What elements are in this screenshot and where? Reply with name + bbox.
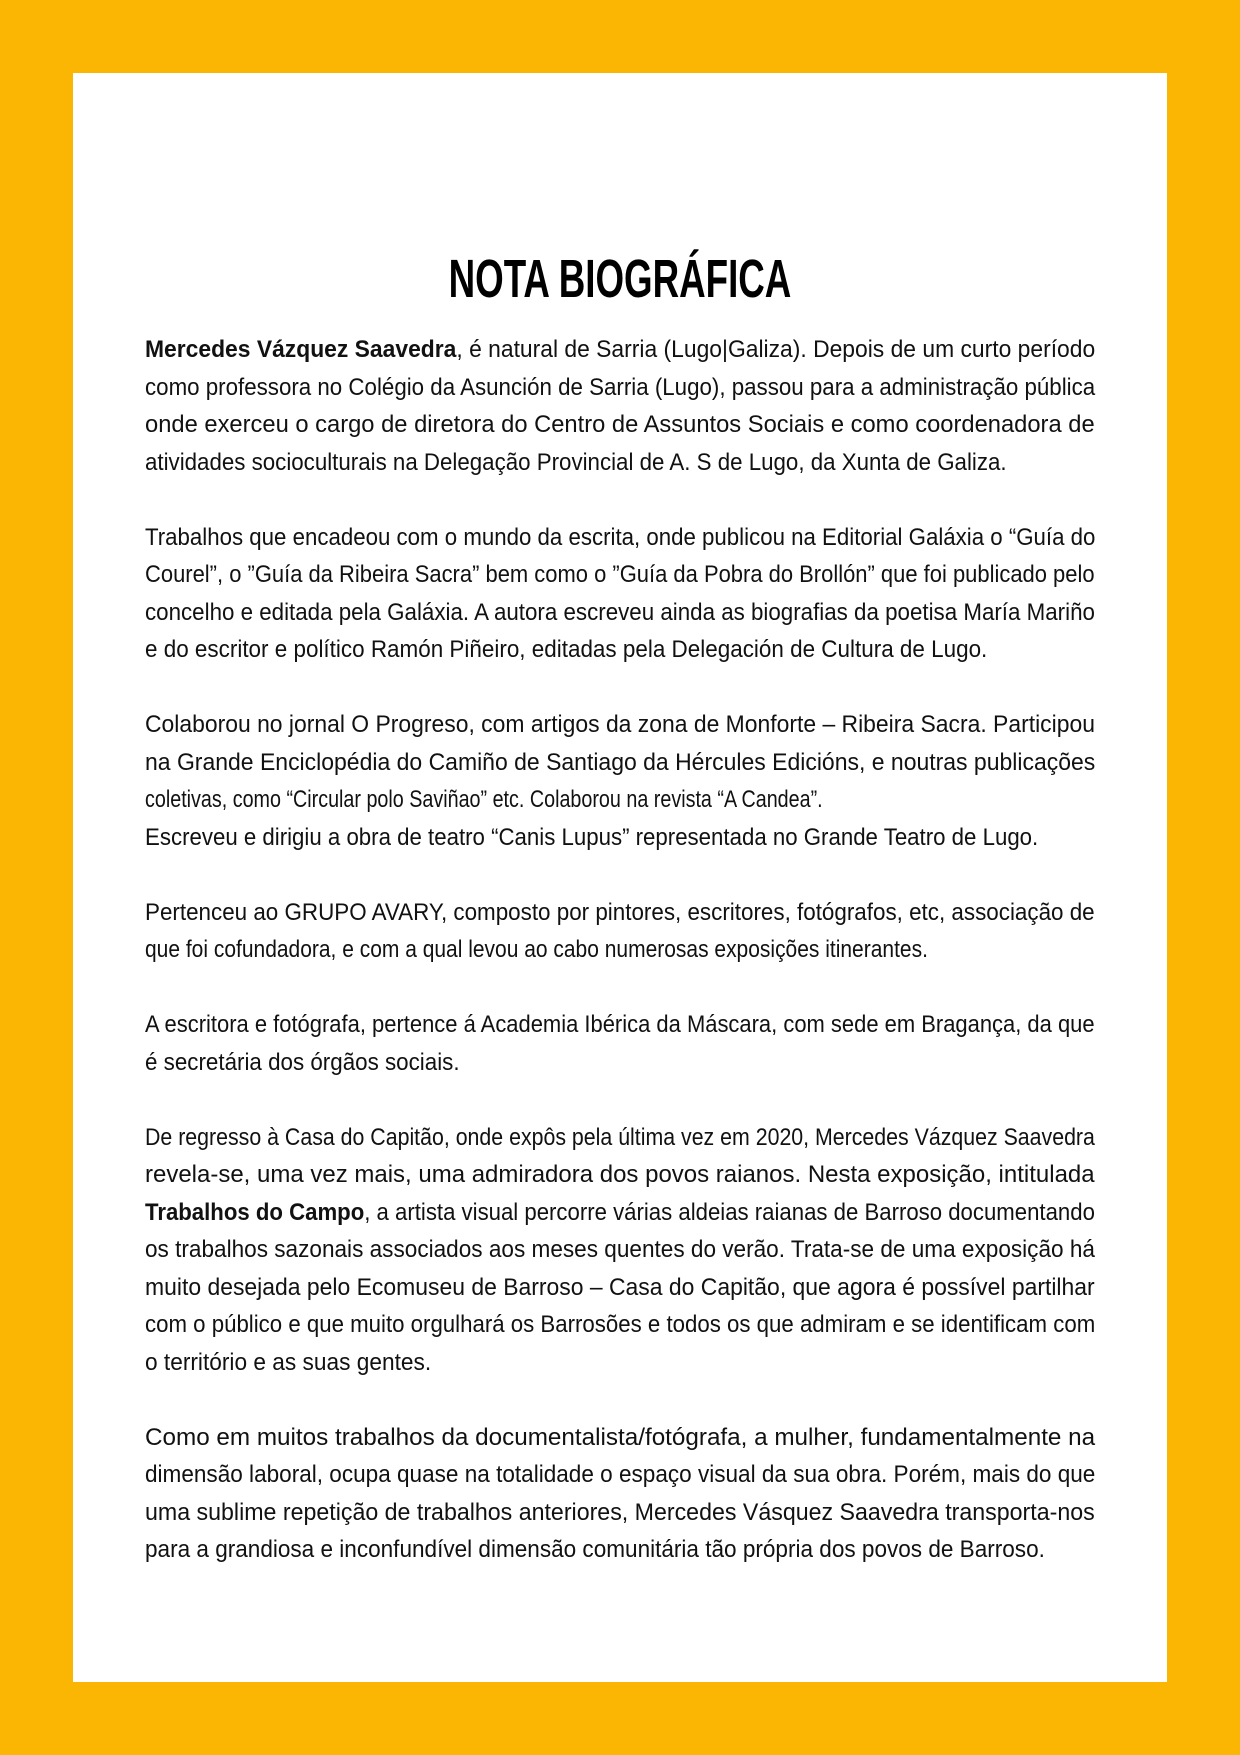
text-line	[145, 444, 1095, 482]
line-text: concelho e editada pela Galáxia. A autora escreveu ainda as biografias da poetisa María Mariño	[145, 598, 1095, 626]
text-line	[145, 931, 1095, 969]
text-line	[145, 1231, 1095, 1269]
paragraph-3	[145, 706, 1095, 856]
text-line	[145, 1419, 1095, 1457]
text-line	[145, 781, 1095, 819]
text-line	[145, 1344, 1095, 1382]
page-title	[73, 249, 1167, 309]
text-line	[145, 369, 1095, 407]
line-text: como professora no Colégio da Asunción de Sarria (Lugo), passou para a administração pública	[145, 373, 1096, 401]
line-text: coletivas, como “Circular polo Saviñao” etc. Colaborou na revista “A Candea”.	[145, 786, 823, 813]
line-text: , a artista visual percorre várias aldeias raianas de Barroso documentando	[364, 1198, 1095, 1226]
text-line	[145, 1494, 1095, 1532]
line-text: com o público e que muito orgulhará os Barrosões e todos os que admiram e se identificam com	[145, 1311, 1096, 1338]
document-page	[73, 73, 1167, 1682]
page-title-text: NOTA BIOGRÁFICA	[448, 249, 792, 309]
text-line	[145, 594, 1095, 632]
line-text: Como em muitos trabalhos da documentalista/fotógrafa, a mulher, fundamentalmente na	[145, 1423, 1096, 1451]
line-text: Colaborou no jornal O Progreso, com artigos da zona de Monforte – Ribeira Sacra. Participou	[145, 711, 1095, 738]
line-content	[145, 331, 1095, 369]
line-text: onde exerceu o cargo de diretora do Centro de Assuntos Sociais e como coordenadora de	[145, 411, 1095, 438]
text-line	[145, 519, 1095, 557]
paragraph-7	[145, 1419, 1095, 1569]
line-text: revela-se, uma vez mais, uma admiradora dos povos raianos. Nesta exposição, intitulada	[145, 1161, 1095, 1188]
text-line	[145, 631, 1095, 669]
line-text: De regresso à Casa do Capitão, onde expôs pela última vez em 2020, Mercedes Vázquez Saavedra	[145, 1123, 1095, 1151]
text-line	[145, 1156, 1095, 1194]
exhibition-title: Trabalhos do Campo	[145, 1198, 365, 1226]
paragraph-1	[145, 331, 1095, 481]
line-text: atividades socioculturais na Delegação Provincial de A. S de Lugo, da Xunta de Galiza.	[145, 448, 1007, 476]
line-text: na Grande Enciclopédia do Camiño de Santiago da Hércules Edicións, e noutras publicações	[145, 748, 1096, 776]
line-text: Escreveu e dirigiu a obra de teatro “Canis Lupus” representada no Grande Teatro de Lugo.	[145, 823, 1039, 851]
paragraph-5	[145, 1006, 1095, 1081]
text-line	[145, 1006, 1095, 1044]
text-line	[145, 556, 1095, 594]
line-text: muito desejada pelo Ecomuseu de Barroso – Casa do Capitão, que agora é possível partilhar	[145, 1273, 1095, 1301]
paragraph-2	[145, 519, 1095, 669]
text-line	[145, 1306, 1095, 1344]
line-text: dimensão laboral, ocupa quase na totalidade o espaço visual da sua obra. Porém, mais do que	[145, 1461, 1096, 1488]
line-text: Trabalhos que encadeou com o mundo da escrita, onde publicou na Editorial Galáxia o “Guía do	[145, 523, 1096, 551]
line-text: e do escritor e político Ramón Piñeiro, editadas pela Delegación de Cultura de Lugo.	[145, 636, 988, 663]
line-text: o território e as suas gentes.	[145, 1348, 432, 1376]
text-line	[145, 1531, 1095, 1569]
paragraph-6	[145, 1119, 1095, 1382]
line-text: A escritora e fotógrafa, pertence á Academia Ibérica da Máscara, com sede em Bragança, da que	[145, 1011, 1095, 1038]
text-line	[145, 819, 1095, 857]
text-line	[145, 1269, 1095, 1307]
text-line	[145, 706, 1095, 744]
line-text: , é natural de Sarria (Lugo|Galiza). Depois de um curto período	[456, 336, 1096, 363]
line-text: os trabalhos sazonais associados aos meses quentes do verão. Trata-se de uma exposição há	[145, 1236, 1095, 1263]
line-text: uma sublime repetição de trabalhos anteriores, Mercedes Vásquez Saavedra transporta-nos	[145, 1498, 1095, 1526]
text-line	[145, 744, 1095, 782]
text-line	[145, 1044, 1095, 1082]
text-line	[145, 894, 1095, 932]
line-text: é secretária dos órgãos sociais.	[145, 1048, 460, 1076]
text-line	[145, 1194, 1095, 1232]
author-name: Mercedes Vázquez Saavedra	[145, 336, 457, 363]
text-line	[145, 331, 1095, 369]
line-text: Pertenceu ao GRUPO AVARY, composto por pintores, escritores, fotógrafos, etc, associação de	[145, 898, 1095, 926]
text-line	[145, 1456, 1095, 1494]
line-text: Courel”, o ”Guía da Ribeira Sacra” bem como o ”Guía da Pobra do Brollón” que foi publicado pelo	[145, 561, 1095, 588]
line-content	[145, 1194, 1095, 1232]
text-line	[145, 1119, 1095, 1157]
text-line	[145, 406, 1095, 444]
line-text: para a grandiosa e inconfundível dimensão comunitária tão própria dos povos de Barroso.	[145, 1536, 1045, 1563]
biography-body	[145, 331, 1095, 1606]
line-text: que foi cofundadora, e com a qual levou ao cabo numerosas exposições itinerantes.	[145, 936, 928, 963]
paragraph-4	[145, 894, 1095, 969]
